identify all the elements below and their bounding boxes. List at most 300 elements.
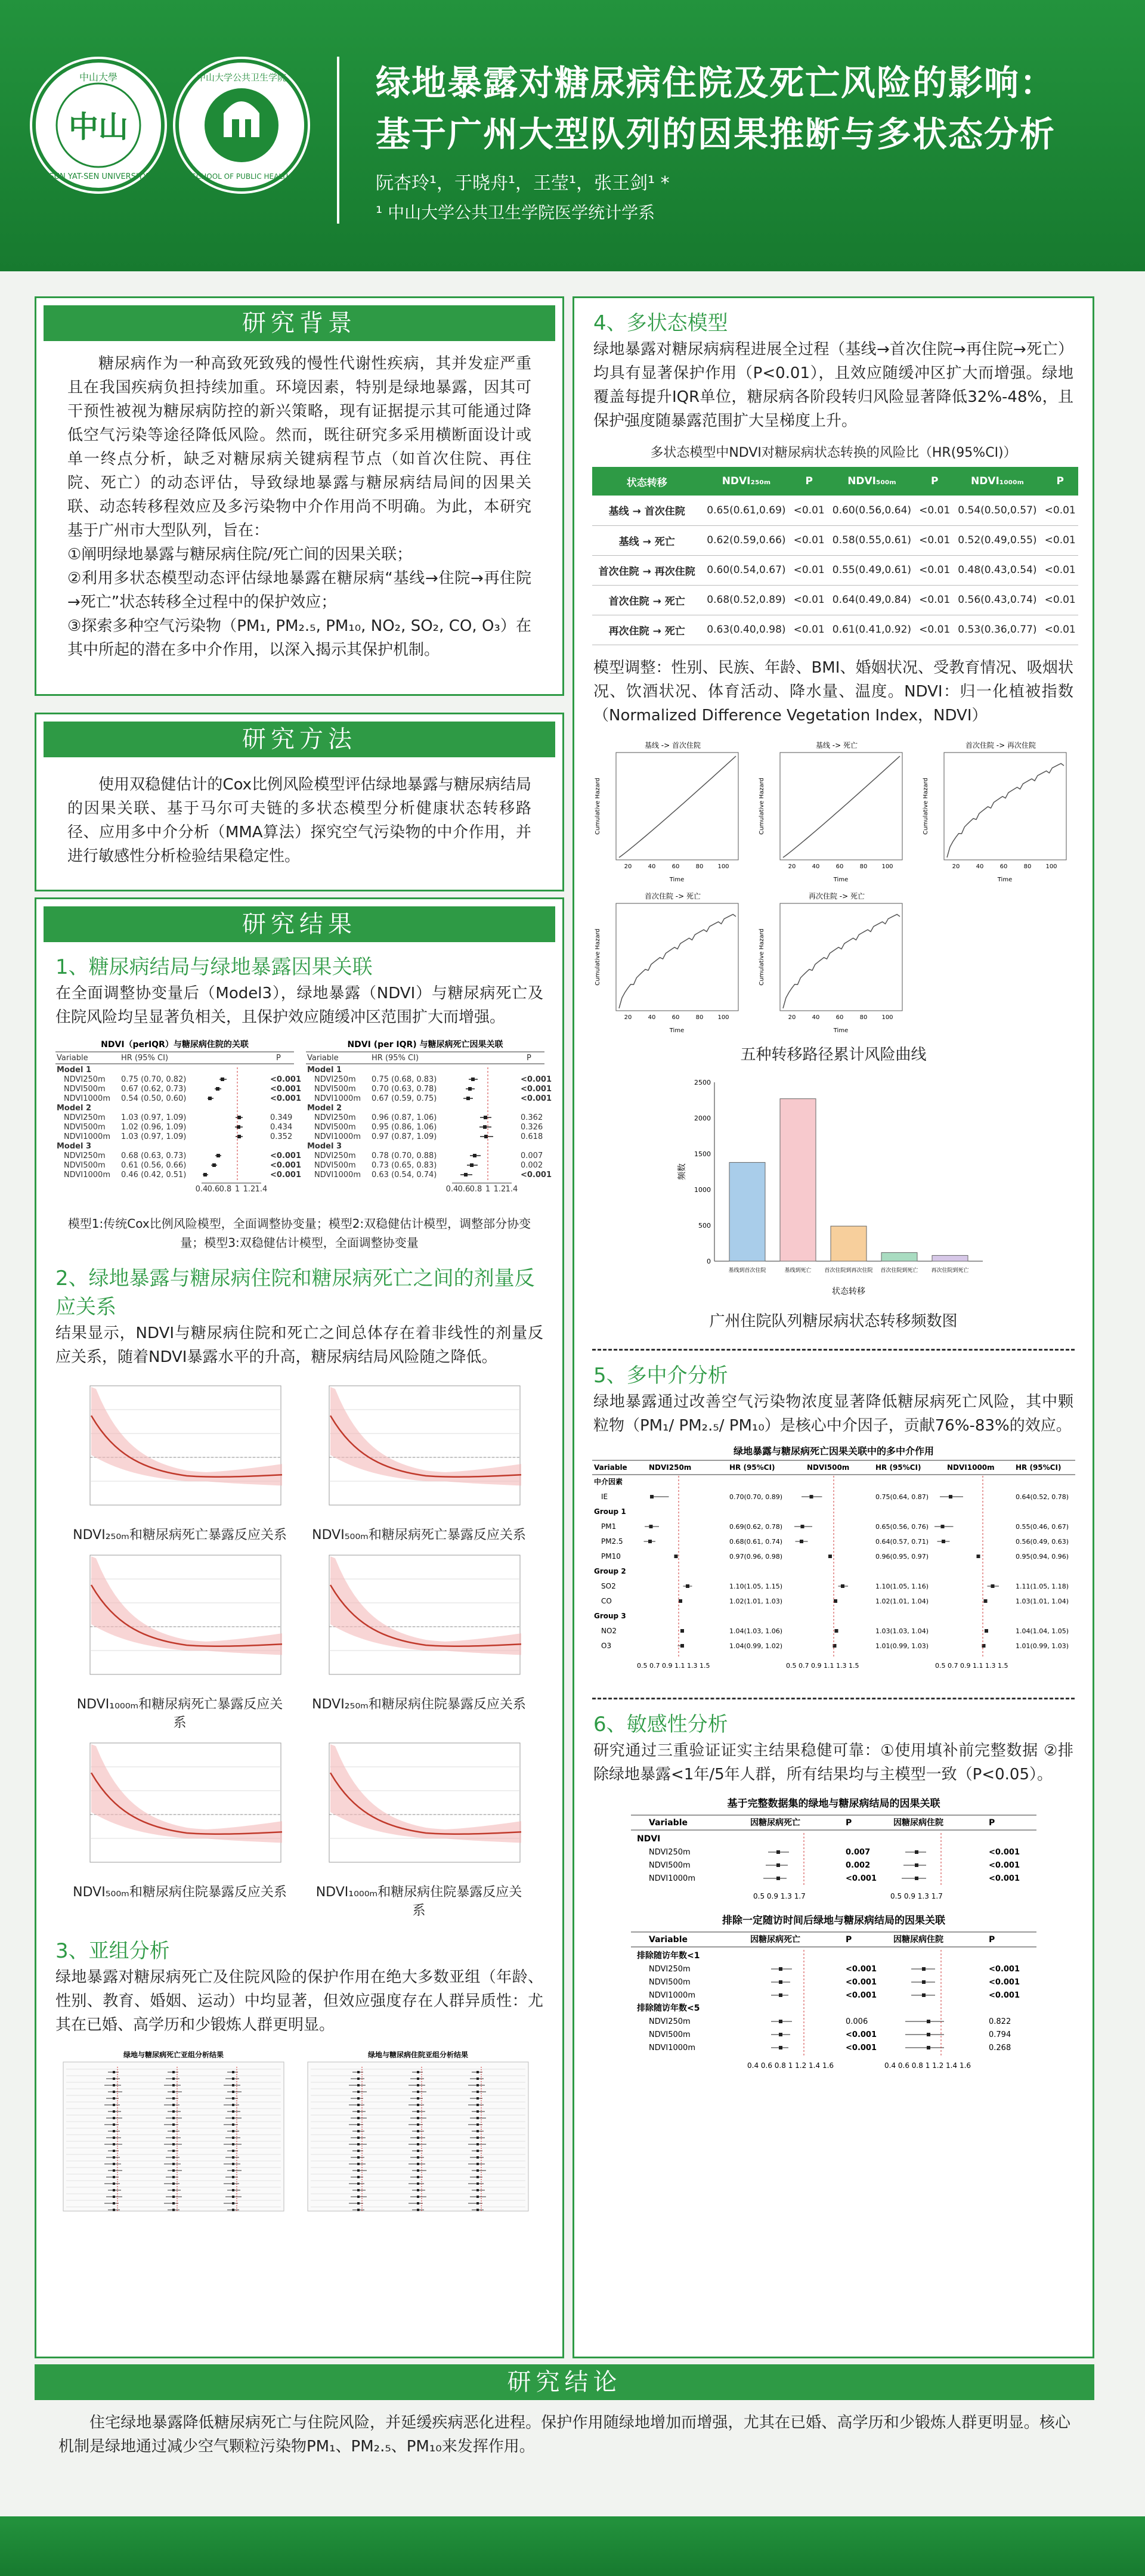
multistate-table-row (592, 525, 1078, 555)
mediation-header: NDVI1000m (947, 1463, 995, 1472)
multistate-table-cell: <0.01 (1044, 624, 1076, 636)
cumhaz-xtick: 60 (671, 863, 680, 870)
mediation-row-label: PM1 (601, 1522, 617, 1531)
forest-row-hr: 0.46 (0.42, 0.51) (121, 1171, 187, 1179)
cumhaz-xtick: 80 (859, 863, 868, 870)
right-results-section (572, 296, 1094, 2358)
forest-axis-tick: 0.4 (195, 1185, 208, 1194)
forest-point (216, 1087, 219, 1091)
cumhaz-xtick: 20 (788, 1014, 796, 1021)
conclusion-heading: 研究结论 (35, 2364, 1094, 2400)
cumhaz-xtick: 100 (881, 1014, 893, 1021)
bar-ytick: 0 (706, 1257, 711, 1265)
forest-point (466, 1097, 470, 1100)
svg-text:中山大學: 中山大學 (79, 72, 118, 83)
sensitivity-row-p: <0.001 (989, 1990, 1020, 2000)
forest-row-variable: NDVI250m (64, 1075, 106, 1084)
mediation-row-hr: 0.75(0.64, 0.87) (875, 1493, 929, 1501)
forest-header: Variable (57, 1054, 88, 1063)
mediation-header: HR (95%CI) (1016, 1463, 1062, 1472)
mediation-row-hr: 0.64(0.57, 0.71) (875, 1537, 929, 1546)
sysu-logo (30, 57, 167, 194)
multistate-table-cell: 0.64(0.49,0.84) (832, 594, 912, 606)
forest-row-variable: NDVI500m (314, 1085, 356, 1094)
sensitivity-group: NDVI (637, 1834, 661, 1844)
multistate-table-cell: 首次住院 → 再次住院 (598, 565, 695, 578)
dose-response-caption: NDVI₁₀₀₀ₘ和糖尿病住院暴露反应关系 (315, 1885, 522, 1918)
forest-row-p: 0.326 (521, 1123, 543, 1132)
sensitivity-row-p: <0.001 (989, 1964, 1020, 1974)
forest-axis-tick: 1.4 (505, 1185, 518, 1194)
forest-row-hr: 0.78 (0.70, 0.88) (372, 1151, 437, 1160)
forest-axis-tick: 0.4 (445, 1185, 459, 1194)
cumhaz-xtick: 20 (788, 863, 796, 870)
background-section (35, 296, 564, 696)
forest-axis-tick: 0.8 (469, 1185, 482, 1194)
forest-axis-tick: 1.2 (243, 1185, 256, 1194)
forest-row-hr: 1.02 (0.96, 1.09) (121, 1123, 187, 1132)
sensitivity-row-label: NDVI1000m (649, 1990, 695, 2000)
forest-row-hr: 0.54 (0.50, 0.60) (121, 1094, 187, 1103)
sensitivity-row-p: <0.001 (989, 1874, 1020, 1883)
multistate-table-cell: 基线 → 死亡 (618, 535, 675, 548)
school-logo (173, 57, 310, 194)
svg-text:中山: 中山 (69, 109, 128, 144)
cumhaz-xlabel: Time (997, 876, 1013, 883)
forest-axis-tick: 0.6 (207, 1185, 220, 1194)
cumhaz-ylabel: Cumulative Hazard (759, 928, 765, 986)
bar-0 (729, 1162, 765, 1261)
mediation-header: NDVI250m (649, 1463, 692, 1472)
sensitivity-row-p: <0.001 (846, 1964, 877, 1974)
cumhaz-xtick: 20 (624, 1014, 632, 1021)
forest-row-variable: NDVI1000m (314, 1132, 361, 1141)
forest-axis-tick: 1 (485, 1185, 491, 1194)
bar-chart-caption: 广州住院队列糖尿病状态转移频数图 (709, 1312, 958, 1330)
cumhaz-xtick: 60 (999, 863, 1008, 870)
cumhaz-title: 基线 -> 首次住院 (644, 741, 701, 750)
multistate-table-cell: 0.56(0.43,0.74) (958, 594, 1037, 606)
dose-response-curve (311, 1380, 526, 1520)
sensitivity-row-label: NDVI250m (649, 1964, 691, 1974)
results-heading: 研究结果 (44, 906, 555, 942)
multistate-table-header: P (1056, 475, 1064, 487)
forest-point (468, 1087, 472, 1091)
forest-point (221, 1078, 224, 1081)
forest-point (464, 1173, 468, 1176)
bar-category-label: 基线到首次住院 (728, 1267, 766, 1274)
subgroup-title: 绿地与糖尿病死亡亚组分析结果 (123, 2051, 224, 2059)
forest-row-hr: 1.03 (0.97, 1.09) (121, 1132, 187, 1141)
mediation-row-label: O3 (601, 1641, 612, 1650)
cumhaz-xtick: 60 (835, 1014, 844, 1021)
multistate-table-cell: 0.55(0.49,0.61) (832, 564, 912, 576)
cumhaz-xtick: 40 (812, 863, 820, 870)
forest-point (484, 1135, 488, 1138)
mediation-row-hr: 1.10(1.05, 1.16) (875, 1582, 929, 1590)
forest-row-p: 0.618 (521, 1132, 543, 1141)
bar-2 (831, 1226, 867, 1261)
forest-row-p: 0.362 (521, 1113, 543, 1122)
forest-axis-tick: 1.2 (493, 1185, 506, 1194)
sensitivity-title: 6、敏感性分析 (593, 1712, 728, 1736)
mediation-row-label: CO (601, 1596, 612, 1605)
sensitivity-header: Variable (649, 1934, 688, 1945)
mediation-title: 5、多中介分析 (593, 1363, 728, 1388)
forest-row-hr: 0.73 (0.65, 0.83) (372, 1161, 437, 1170)
bar-category-label: 基线到死亡 (784, 1267, 812, 1274)
forest-row-p: 0.434 (270, 1123, 293, 1132)
dose-response-curve (311, 1549, 526, 1689)
multistate-table (592, 467, 1078, 645)
multistate-table-cell: 0.61(0.41,0.92) (832, 624, 912, 636)
cumhaz-ylabel: Cumulative Hazard (595, 777, 601, 835)
dose-response-caption: NDVI₅₀₀ₘ和糖尿病住院暴露反应关系 (73, 1885, 287, 1900)
sensitivity-row-label: NDVI1000m (649, 2043, 695, 2052)
sensitivity-row-p: 0.268 (989, 2043, 1011, 2052)
multistate-table-row (592, 615, 1078, 645)
sensitivity-row-p: <0.001 (846, 2030, 877, 2039)
mediation-row-label: NO2 (601, 1626, 617, 1635)
forest-row-variable: NDVI250m (64, 1113, 106, 1122)
multistate-table-header: P (930, 475, 939, 487)
cumulative-hazard-caption: 五种转移路径累计风险曲线 (740, 1045, 927, 1064)
dose-response-caption: NDVI₁₀₀₀ₘ和糖尿病死亡暴露反应关系 (76, 1697, 283, 1730)
mediation-row-label: Group 2 (594, 1566, 626, 1575)
dose-response-curve (311, 1737, 526, 1877)
forest-row-p: 0.002 (521, 1161, 543, 1170)
dose-response-caption: NDVI₂₅₀ₘ和糖尿病死亡暴露反应关系 (73, 1528, 287, 1543)
forest-row-variable: NDVI500m (64, 1085, 106, 1094)
mediation-row-hr: 1.01(0.99, 1.03) (875, 1642, 929, 1650)
bar-ytick: 2500 (694, 1078, 711, 1086)
forest-row-variable: NDVI250m (314, 1151, 356, 1160)
forest-row-variable: NDVI250m (64, 1151, 106, 1160)
mediation-row-hr: 0.97(0.96, 0.98) (729, 1552, 783, 1561)
multistate-table-cell: 0.48(0.43,0.54) (958, 564, 1037, 576)
forest-header: HR (95% CI) (372, 1054, 419, 1063)
forest-row-hr: 0.68 (0.63, 0.73) (121, 1151, 187, 1160)
forest-row-variable: NDVI500m (314, 1123, 356, 1132)
sensitivity-row-label: NDVI500m (649, 1977, 691, 1987)
sensitivity-row-p: 0.002 (846, 1860, 871, 1870)
cumhaz-xlabel: Time (669, 876, 685, 883)
sensitivity-header: 因糖尿病住院 (893, 1818, 943, 1828)
cumulative-hazard-plot (756, 739, 908, 886)
bar-ytick: 1000 (694, 1185, 711, 1194)
methods-paragraph: 使用双稳健估计的Cox比例风险模型评估绿地暴露与糖尿病结局的因果关联、基于马尔可夫链的多状态模型分析健康状态转移路径、应用多中介分析（MMA算法）探究空气污染物的中介作用，并进行敏感性分析检验结果稳定性。 (67, 776, 531, 865)
sensitivity-axis: 0.5 0.9 1.3 1.7 (753, 1891, 806, 1900)
forest-note: 模型1:传统Cox比例风险模型，全面调整协变量；模型2:双稳健估计模型，调整部分协变量；模型3:双稳健估计模型，全面调整协变量 (67, 1216, 531, 1250)
authors: 阮杏玲¹，于晓舟¹，王莹¹，张王剑¹ * (376, 173, 670, 194)
forest-row-p: <0.001 (270, 1151, 302, 1160)
forest-row-p: 0.349 (270, 1113, 293, 1122)
cumhaz-xtick: 80 (859, 1014, 868, 1021)
multistate-table-cell: <0.01 (793, 504, 825, 516)
forest-row-p: <0.001 (270, 1094, 302, 1103)
multistate-table-header: P (805, 475, 813, 487)
forest-point (208, 1097, 212, 1100)
divider-1 (592, 1349, 1075, 1351)
subgroup-title: 绿地与糖尿病住院亚组分析结果 (367, 2051, 469, 2059)
forest-row-p: 0.352 (270, 1132, 293, 1141)
divider-2 (592, 1698, 1075, 1699)
conclusion-section (35, 2364, 1094, 2484)
multistate-table-cell: 0.58(0.55,0.61) (832, 534, 912, 546)
cumhaz-xtick: 100 (881, 863, 893, 870)
sensitivity-row-p: <0.001 (989, 1847, 1020, 1857)
cumhaz-xlabel: Time (669, 1027, 685, 1034)
multistate-table-header: NDVI₅₀₀ₘ (847, 475, 896, 487)
forest-row-p: <0.001 (521, 1075, 552, 1084)
forest-row-p: <0.001 (270, 1171, 302, 1179)
cumhaz-title: 首次住院 -> 再次住院 (965, 741, 1036, 750)
affiliation: ¹ 中山大学公共卫生学院医学统计学系 (376, 203, 655, 222)
sensitivity-row-p: <0.001 (989, 1860, 1020, 1870)
forest-row-hr: 0.95 (0.86, 1.06) (372, 1123, 437, 1132)
multistate-text: 绿地暴露对糖尿病病程进展全过程（基线→首次住院→再住院→死亡）均具有显著保护作用（P<0.01），且效应随缓冲区扩大而增强。绿地覆盖每提升IQR单位，糖尿病各阶段转归风险显著降低32%-48%，且保护强度随暴露范围扩大呈梯度上升。 (593, 340, 1073, 430)
multistate-table-cell: <0.01 (793, 534, 825, 546)
mediation-row-hr: 0.69(0.62, 0.78) (729, 1522, 783, 1531)
transition-bar-chart (574, 1070, 1093, 1303)
mediation-header: HR (95%CI) (729, 1463, 775, 1472)
multistate-table-cell: 0.60(0.54,0.67) (707, 564, 786, 576)
multistate-table-cell: 0.62(0.59,0.66) (707, 534, 786, 546)
results-s1-text: 在全面调整协变量后（Model3），绿地暴露（NDVI）与糖尿病死亡及住院风险均呈显著负相关，且保护效应随缓冲区范围扩大而增强。 (55, 984, 543, 1026)
sensitivity-row-p: 0.822 (989, 2017, 1011, 2026)
mediation-row-hr: 1.03(1.03, 1.04) (875, 1627, 929, 1635)
sensitivity-header: P (846, 1934, 852, 1945)
forest-row-hr: 0.61 (0.56, 0.66) (121, 1161, 187, 1170)
multistate-table-header: 状态转移 (626, 476, 667, 489)
forest-model-label: Model 1 (57, 1066, 92, 1075)
forest-model-label: Model 3 (307, 1142, 342, 1151)
mediation-row-label: PM2.5 (601, 1537, 623, 1546)
forest-title: NDVI（perIQR）与糖尿病住院的关联 (101, 1040, 249, 1049)
dose-response-panel (311, 1549, 527, 1731)
forest-header: HR (95% CI) (121, 1054, 169, 1063)
sensitivity-axis: 0.5 0.9 1.3 1.7 (890, 1891, 943, 1900)
forest-point (216, 1154, 220, 1157)
forest-point (470, 1163, 474, 1167)
sensitivity-header: Variable (649, 1818, 688, 1828)
mediation-row-label: Group 3 (594, 1611, 626, 1620)
multistate-table-row (592, 555, 1078, 585)
mediation-axis: 0.5 0.7 0.9 1.1 1.3 1.5 (637, 1661, 710, 1670)
bar-ytick: 1500 (694, 1150, 711, 1158)
forest-row-variable: NDVI1000m (64, 1171, 110, 1179)
forest-row-variable: NDVI500m (314, 1161, 356, 1170)
cumhaz-xtick: 100 (717, 1014, 729, 1021)
mediation-row-hr: 0.64(0.52, 0.78) (1016, 1493, 1069, 1501)
sensitivity-header: P (846, 1818, 852, 1828)
multistate-table-cell: <0.01 (793, 624, 825, 636)
dose-response-panel (311, 1737, 527, 1919)
aim-3: ③探索多种空气污染物（PM₁, PM₂.₅, PM₁₀, NO₂, SO₂, CO, O₃）在其中所起的潜在多中介作用，以深入揭示其保护机制。 (67, 617, 531, 659)
mediation-row-hr: 1.11(1.05, 1.18) (1016, 1582, 1069, 1590)
forest-row-variable: NDVI1000m (314, 1171, 361, 1179)
results-s3-title: 3、亚组分析 (55, 1939, 170, 1963)
forest-row-variable: NDVI1000m (64, 1132, 110, 1141)
mediation-row-hr: 0.95(0.94, 0.96) (1016, 1552, 1069, 1561)
forest-row-hr: 0.75 (0.70, 0.82) (121, 1075, 187, 1084)
aim-2: ②利用多状态模型动态评估绿地暴露在糖尿病“基线→住院→再住院→死亡”状态转移全过程中的保护效应； (67, 569, 531, 611)
multistate-table-cell: <0.01 (919, 624, 951, 636)
multistate-title: 4、多状态模型 (593, 311, 728, 335)
bar-ytick: 500 (698, 1221, 711, 1230)
sensitivity-fig2-title: 排除一定随访时间后绿地与糖尿病结局的因果关联 (722, 1914, 945, 1927)
poster-title-line1: 绿地暴露对糖尿病住院及死亡风险的影响： (376, 63, 1056, 103)
dose-response-caption: NDVI₅₀₀ₘ和糖尿病死亡暴露反应关系 (312, 1528, 526, 1543)
results-s3-text: 绿地暴露对糖尿病死亡及住院风险的保护作用在绝大多数亚组（年龄、性别、教育、婚姻、运动）中均显著，但效应强度存在人群异质性：尤其在已婚、高学历和少锻炼人群更明显。 (55, 1968, 543, 2034)
forest-point (212, 1163, 216, 1167)
svg-text:中山大学公共卫生学院: 中山大学公共卫生学院 (196, 72, 287, 83)
mediation-row-hr: 0.65(0.56, 0.76) (875, 1522, 929, 1531)
multistate-table-cell: 再次住院 → 死亡 (608, 625, 685, 637)
multistate-table-cell: <0.01 (919, 504, 951, 516)
background-paragraph: 糖尿病作为一种高致死致残的慢性代谢性疾病，其并发症严重且在我国疾病负担持续加重。环境因素，特别是绿地暴露，因其可干预性被视为糖尿病防控的新兴策略，现有证据提示其可能通过降低空气污染等途径降低风险。然而，既往研究多采用横断面设计或单一终点分析，缺乏对糖尿病关键病程节点（如首次住院、再住院、死亡）的动态评估，导致绿地暴露与糖尿病结局间的因果关联、动态转移程效应及多污染物中介作用尚不明确。为此，本研究基于广州市大型队列，旨在： (67, 355, 531, 540)
dose-response-caption: NDVI₂₅₀ₘ和糖尿病住院暴露反应关系 (312, 1697, 526, 1712)
mediation-row-label: IE (601, 1492, 608, 1501)
forest-plot-death (306, 1038, 552, 1210)
bar-category-label: 首次住院到再次住院 (824, 1267, 873, 1274)
forest-model-label: Model 2 (307, 1104, 342, 1113)
mediation-row-hr: 1.04(1.04, 1.05) (1016, 1627, 1069, 1635)
bar-category-label: 再次住院到死亡 (930, 1267, 969, 1274)
cumhaz-xtick: 60 (671, 1014, 680, 1021)
mediation-forest-figure (589, 1445, 1078, 1683)
mediation-row-label: SO2 (601, 1581, 616, 1590)
results-s1-title: 1、糖尿病结局与绿地暴露因果关联 (55, 955, 373, 979)
forest-axis-tick: 0.8 (219, 1185, 232, 1194)
mediation-row-hr: 1.02(1.01, 1.04) (875, 1597, 929, 1605)
forest-model-label: Model 1 (307, 1066, 342, 1075)
cumhaz-title: 再次住院 -> 死亡 (808, 891, 865, 900)
dose-response-panel (311, 1380, 527, 1543)
forest-point (483, 1125, 487, 1129)
bar-category-label: 首次住院到死亡 (880, 1267, 918, 1274)
mediation-row-label: 中介因素 (594, 1477, 623, 1486)
cumhaz-xtick: 20 (952, 863, 960, 870)
dose-response-curve (72, 1549, 287, 1689)
mediation-row-label: PM10 (601, 1552, 621, 1561)
mediation-row-hr: 1.02(1.01, 1.03) (729, 1597, 783, 1605)
dose-response-grid (36, 1369, 562, 1919)
forest-point (203, 1173, 207, 1176)
subgroup-hospital-table (305, 2049, 531, 2228)
mediation-fig-title: 绿地暴露与糖尿病死亡因果关联中的多中介作用 (733, 1445, 934, 1457)
multistate-table-cell: <0.01 (919, 534, 951, 546)
cumhaz-ylabel: Cumulative Hazard (923, 777, 929, 835)
forest-axis-tick: 0.6 (457, 1185, 471, 1194)
mediation-row-hr: 1.04(1.03, 1.06) (729, 1627, 783, 1635)
forest-header: P (527, 1054, 531, 1063)
mediation-row-hr: 0.70(0.70, 0.89) (729, 1493, 783, 1501)
forest-row-variable: NDVI500m (64, 1123, 106, 1132)
forest-row-hr: 0.75 (0.68, 0.83) (372, 1075, 437, 1084)
forest-row-variable: NDVI250m (314, 1113, 356, 1122)
sensitivity-group: 排除随访年数<1 (637, 1950, 700, 1961)
multistate-table-cell: <0.01 (1044, 594, 1076, 606)
bar-1 (780, 1098, 816, 1261)
sensitivity-row-p: <0.001 (846, 1977, 877, 1987)
sensitivity-row-p: 0.794 (989, 2030, 1011, 2039)
cumhaz-title: 首次住院 -> 死亡 (644, 891, 701, 900)
sensitivity-row-p: 0.007 (846, 1847, 871, 1857)
forest-row-p: <0.001 (270, 1161, 302, 1170)
multistate-table-cell: <0.01 (793, 594, 825, 606)
forest-row-p: <0.001 (270, 1075, 302, 1084)
sensitivity-row-label: NDVI1000m (649, 1874, 695, 1883)
sensitivity-header: 因糖尿病住院 (893, 1934, 943, 1945)
header-divider (337, 57, 339, 224)
cumhaz-xtick: 100 (1045, 863, 1057, 870)
forest-model-label: Model 2 (57, 1104, 92, 1113)
sensitivity-fig1-title: 基于完整数据集的绿地与糖尿病结局的因果关联 (727, 1797, 940, 1810)
mediation-row-hr: 0.68(0.61, 0.74) (729, 1537, 783, 1546)
multistate-table-cell: 0.65(0.61,0.69) (707, 504, 786, 516)
multistate-table-row (592, 496, 1078, 525)
mediation-text: 绿地暴露通过改善空气污染物浓度显著降低糖尿病死亡风险，其中颗粒物（PM₁/ PM₂.₅/ PM₁₀）是核心中介因子，贡献76%-83%的效应。 (593, 1392, 1073, 1435)
multistate-table-cell: <0.01 (919, 564, 951, 576)
cumhaz-xtick: 60 (835, 863, 844, 870)
bar-xlabel: 状态转移 (831, 1286, 865, 1296)
forest-header: Variable (307, 1054, 339, 1063)
forest-row-hr: 0.97 (0.87, 1.09) (372, 1132, 437, 1141)
multistate-table-cell: <0.01 (1044, 534, 1076, 546)
forest-row-p: <0.001 (521, 1085, 552, 1094)
forest-point (484, 1116, 487, 1119)
header-banner (0, 0, 1145, 271)
cumhaz-xlabel: Time (833, 876, 849, 883)
forest-plot-hospital (55, 1038, 302, 1210)
mediation-row-hr: 1.03(1.01, 1.04) (1016, 1597, 1069, 1605)
sensitivity-row-label: NDVI500m (649, 2030, 691, 2039)
forest-point (473, 1154, 476, 1157)
sensitivity-header: 因糖尿病死亡 (750, 1934, 800, 1945)
cumhaz-xtick: 80 (1023, 863, 1032, 870)
dose-response-panel (72, 1549, 287, 1731)
mediation-row-hr: 0.55(0.46, 0.67) (1016, 1522, 1069, 1531)
bar-3 (881, 1252, 917, 1261)
multistate-table-header: NDVI₁₀₀₀ₘ (970, 475, 1024, 487)
cumulative-hazard-plot (756, 890, 908, 1036)
cumulative-hazard-plot (920, 739, 1072, 886)
forest-header: P (276, 1054, 281, 1063)
multistate-table-cell: <0.01 (919, 594, 951, 606)
multistate-table-cell: <0.01 (793, 564, 825, 576)
multistate-table-cell: <0.01 (1044, 504, 1076, 516)
background-heading: 研究背景 (44, 305, 555, 341)
forest-axis-tick: 1.4 (255, 1185, 268, 1194)
sensitivity-text: 研究通过三重验证证实主结果稳健可靠：①使用填补前完整数据 ②排除绿地暴露<1年/5年人群，所有结果均与主模型一致（P<0.05）。 (593, 1741, 1073, 1784)
mediation-row-hr: 0.96(0.95, 0.97) (875, 1552, 929, 1561)
sensitivity-row-label: NDVI500m (649, 1860, 691, 1870)
bar-ytick: 2000 (694, 1114, 711, 1122)
cumhaz-xlabel: Time (833, 1027, 849, 1034)
cumhaz-xtick: 40 (648, 863, 656, 870)
mediation-header: Variable (594, 1463, 627, 1472)
transition-bar-svg (667, 1070, 1001, 1303)
multistate-table-cell: 基线 → 首次住院 (608, 506, 685, 518)
forest-point (471, 1078, 475, 1081)
cumhaz-xtick: 80 (695, 863, 704, 870)
forest-axis-tick: 1 (234, 1185, 240, 1194)
forest-row-variable: NDVI1000m (314, 1094, 361, 1103)
dose-response-panel (72, 1380, 287, 1543)
conclusion-text: 住宅绿地暴露降低糖尿病死亡与住院风险，并延缓疾病恶化进程。保护作用随绿地增加而增强，尤其在已婚、高学历和少锻炼人群更明显。核心机制是绿地通过减少空气颗粒污染物PM₁、PM₂.₅、PM₁₀来发挥作用。 (58, 2414, 1070, 2456)
multistate-adjust-text: 模型调整：性别、民族、年龄、BMI、婚姻状况、受教育情况、吸烟状况、饮酒状况、体育活动、降水量、温度。NDVI：归一化植被指数（Normalized Difference Vegetation Index，NDVI） (593, 658, 1073, 724)
